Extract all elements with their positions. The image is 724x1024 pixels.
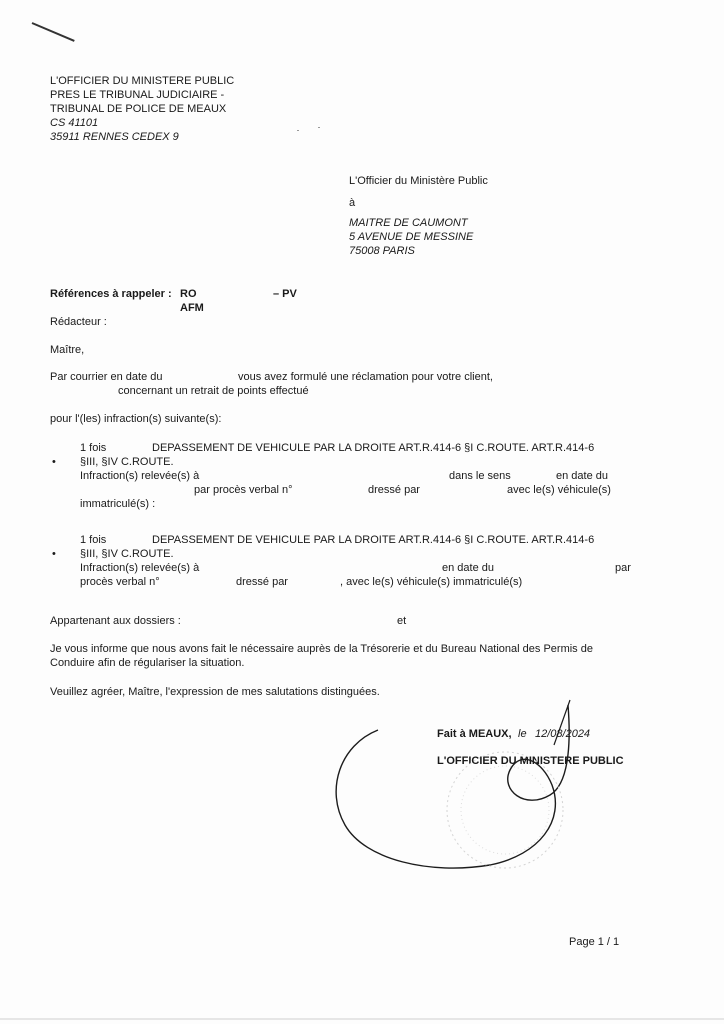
infraction-count: 1 fois	[80, 534, 107, 546]
infraction-description: DEPASSEMENT DE VEHICULE PAR LA DROITE ART.R.414-6 §I C.ROUTE. ART.R.414-6	[152, 534, 595, 546]
infraction-description-cont: §III, §IV C.ROUTE.	[80, 548, 174, 560]
recipient-to: à	[349, 197, 356, 209]
le-label: le	[518, 728, 527, 740]
infraction-issuer: dressé par	[368, 484, 420, 496]
sender-line-2: PRES LE TRIBUNAL JUDICIAIRE -	[50, 89, 225, 101]
references-afm: AFM	[180, 302, 204, 314]
signatory-title: L'OFFICIER DU MINISTERE PUBLIC	[437, 755, 624, 767]
page-number: Page 1 / 1	[569, 936, 620, 948]
sender-line-1: L'OFFICIER DU MINISTERE PUBLIC	[50, 75, 235, 87]
infraction-location: Infraction(s) relevée(s) à	[80, 562, 200, 574]
infraction-date: en date du	[442, 562, 494, 574]
sender-line-3: TRIBUNAL DE POLICE DE MEAUX	[50, 103, 227, 115]
infraction-vehicle: avec le(s) véhicule(s)	[507, 484, 611, 496]
sender-line-4: CS 41101	[50, 117, 99, 129]
infraction-plate: immatriculé(s) :	[80, 498, 156, 510]
references-ro: RO	[180, 288, 197, 300]
infraction-date: en date du	[556, 470, 608, 482]
signature-date: 12/08/2024	[535, 728, 591, 740]
infraction-pv-number: par procès verbal n°	[194, 484, 293, 496]
dossiers-et: et	[397, 615, 407, 627]
salutation: Maître,	[50, 344, 85, 356]
bullet: •	[52, 456, 56, 468]
references-pv: – PV	[273, 288, 297, 300]
paragraph-1-b: vous avez formulé une réclamation pour votre client,	[238, 371, 493, 383]
scan-mark	[32, 22, 75, 42]
infraction-direction: dans le sens	[449, 470, 511, 482]
infraction-issuer: dressé par	[236, 576, 288, 588]
infraction-pv-number: procès verbal n°	[80, 576, 160, 588]
infraction-location: Infraction(s) relevée(s) à	[80, 470, 200, 482]
references-label: Références à rappeler :	[50, 288, 172, 300]
paragraph-1-c: concernant un retrait de points effectué	[118, 385, 309, 397]
paragraph-2: pour l'(les) infraction(s) suivante(s):	[50, 413, 222, 425]
handwritten-signature	[320, 690, 620, 880]
fait-a: Fait à MEAUX,	[437, 728, 512, 740]
infraction-description: DEPASSEMENT DE VEHICULE PAR LA DROITE ART.R.414-6 §I C.ROUTE. ART.R.414-6	[152, 442, 595, 454]
recipient-name: MAITRE DE CAUMONT	[349, 217, 468, 229]
sender-line-5: 35911 RENNES CEDEX 9	[50, 131, 179, 143]
scan-edge	[0, 1018, 724, 1020]
bullet: •	[52, 548, 56, 560]
redacteur-label: Rédacteur :	[50, 316, 107, 328]
paragraph-4: Veuillez agréer, Maître, l'expression de mes salutations distinguées.	[50, 686, 380, 698]
paragraph-3-line-1: Je vous informe que nous avons fait le nécessaire auprès de la Trésorerie et du Bureau National des Permis de	[50, 643, 593, 655]
paragraph-1-a: Par courrier en date du	[50, 371, 163, 383]
infraction-par: par	[615, 562, 631, 574]
paragraph-3-line-2: Conduire afin de régulariser la situation.	[50, 657, 245, 669]
recipient-city: 75008 PARIS	[349, 245, 415, 257]
recipient-street: 5 AVENUE DE MESSINE	[349, 231, 474, 243]
infraction-description-cont: §III, §IV C.ROUTE.	[80, 456, 174, 468]
infraction-count: 1 fois	[80, 442, 107, 454]
dossiers-label: Appartenant aux dossiers :	[50, 615, 181, 627]
recipient-from: L'Officier du Ministère Public	[349, 175, 488, 187]
infraction-vehicle: , avec le(s) véhicule(s) immatriculé(s)	[340, 576, 523, 588]
